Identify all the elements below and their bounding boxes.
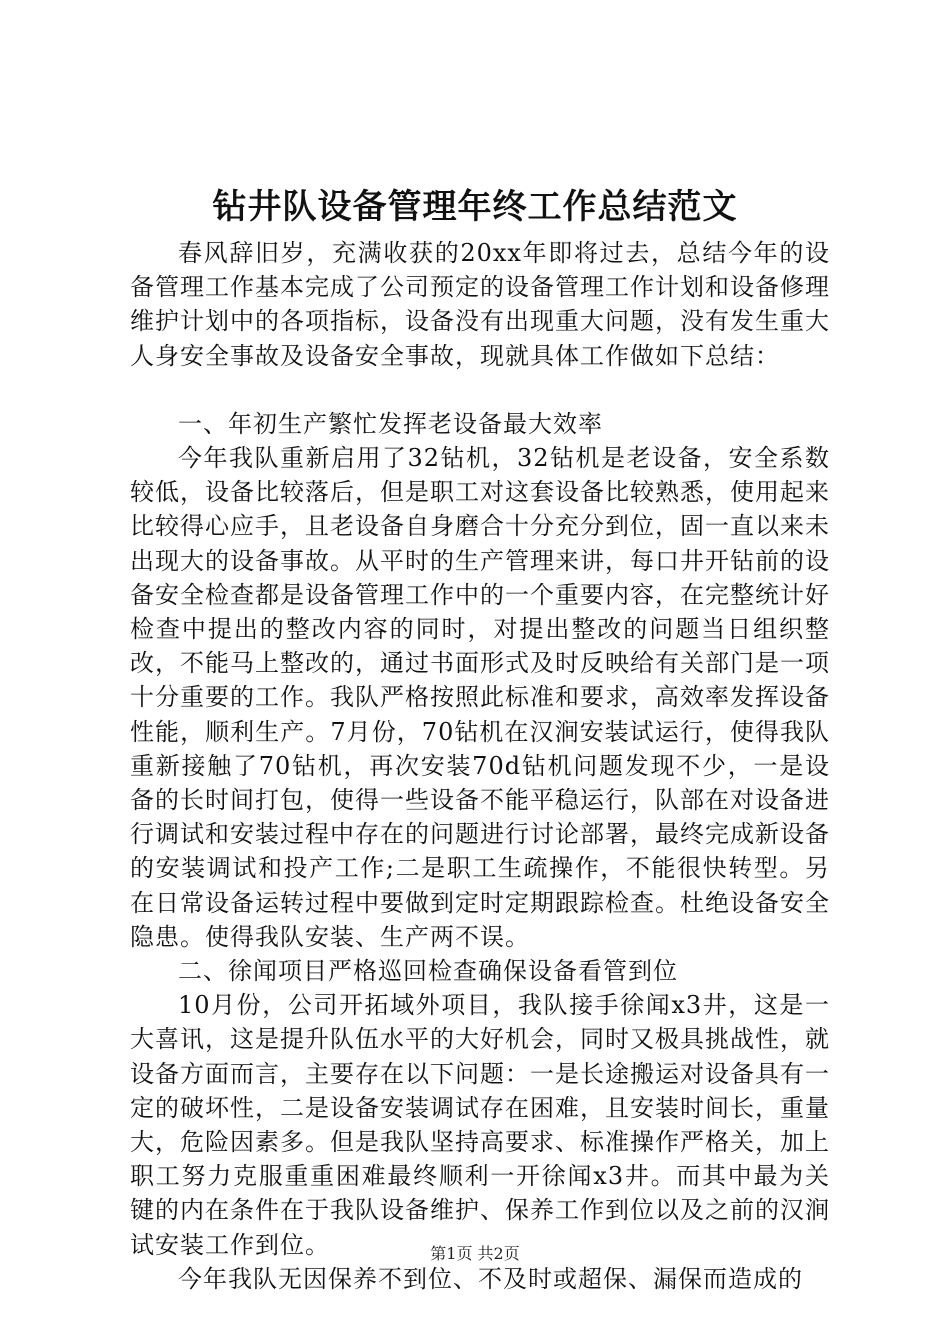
intro-paragraph: 春风辞旧岁，充满收获的20xx年即将过去，总结今年的设备管理工作基本完成了公司预定的设备管理工作计划和设备修理维护计划中的各项指标，设备没有出现重大问题，没有发生重大人身安全事故及设备安全事故，现就具体工作做如下总结：	[130, 239, 830, 370]
closing-paragraph: 今年我队无因保养不到位、不及时或超保、漏保而造成的	[178, 1264, 803, 1293]
section-heading-1: 一、年初生产繁忙发挥老设备最大效率	[178, 409, 603, 438]
document-title: 钻井队设备管理年终工作总结范文	[212, 187, 738, 227]
section-1-paragraph: 今年我队重新启用了32钻机，32钻机是老设备，安全系数较低，设备比较落后，但是职工对这套设备比较熟悉，使用起来比较得心应手，且老设备自身磨合十分充分到位，固一直以来未出现大的设备事故。从平时的生产管理来讲，每口井开钻前的设备安全检查都是设备管理工作中的一个重要内容，在完整统计好检查中提出的整改内容的同时，对提出整改的问题当日组织整改，不能马上整改的，通过书面形式及时反映给有关部门是一项十分重要的工作。我队严格按照此标准和要求，高效率发挥设备性能，顺利生产。7月份，70钻机在汉涧安装试运行，使得我队重新接触了70钻机，再次安装70d钻机问题发现不少，一是设备的长时间打包，使得一些设备不能平稳运行，队部在对设备进行调试和安装过程中存在的问题进行讨论部署，最终完成新设备的安装调试和投产工作;二是职工生疏操作，不能很快转型。另在日常设备运转过程中要做到定时定期跟踪检查。杜绝设备安全隐患。使得我队安装、生产两不误。	[130, 444, 830, 951]
section-heading-2: 二、徐闻项目严格巡回检查确保设备看管到位	[178, 957, 678, 986]
document-body	[130, 236, 830, 1296]
section-2-paragraph: 10月份，公司开拓域外项目，我队接手徐闻x3井，这是一大喜讯，这是提升队伍水平的大好机会，同时又极具挑战性，就设备方面而言，主要存在以下问题：一是长途搬运对设备具有一定的破坏性，二是设备安装调试存在困难，且安装时间长，重量大，危险因素多。但是我队坚持高要求、标准操作严格关，加上职工努力克服重重困难最终顺利一开徐闻x3井。而其中最为关键的内在条件在于我队设备维护、保养工作到位以及之前的汉涧试安装工作到位。	[130, 991, 830, 1259]
page-footer: 第1页 共2页	[430, 1244, 520, 1263]
